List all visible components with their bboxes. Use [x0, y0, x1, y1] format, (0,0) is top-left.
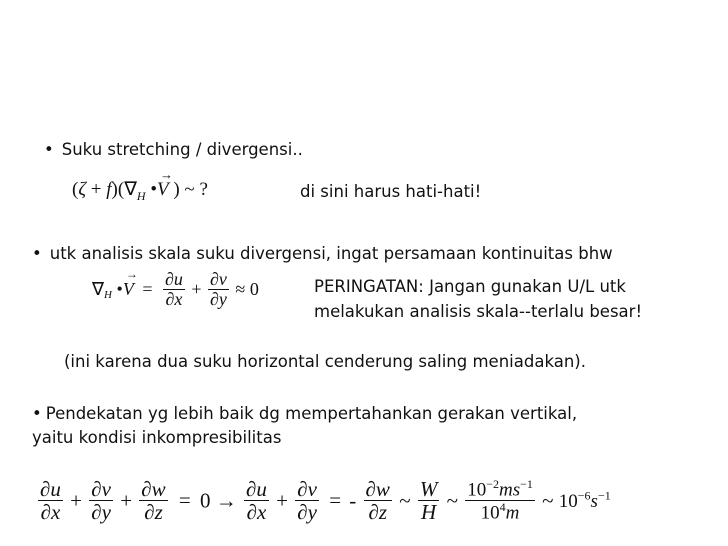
dot-operator: • — [150, 179, 157, 200]
approx-sign: ≈ — [235, 278, 246, 299]
coriolis-f: f — [106, 179, 112, 200]
plus-sign: + — [191, 278, 202, 299]
tilde-symbol: ~ — [446, 488, 458, 513]
cancellation-note: (ini karena dua suku horizontal cenderung saling meniadakan). — [64, 352, 586, 371]
nabla-symbol: ∇ — [124, 179, 137, 200]
bullet-marker: • — [44, 140, 54, 159]
stretching-heading: Suku stretching / divergensi.. — [61, 140, 303, 159]
equals-sign: = — [329, 488, 342, 513]
warning-line-2: melakukan analisis skala--terlalu besar! — [314, 302, 643, 321]
fraction-dv-dy-2: $\frac{\partial v}{\partial y}$ — [297, 477, 317, 525]
fraction-dw-dz: $\frac{\partial w}{\partial z}$ — [141, 477, 166, 525]
fraction-dw-dz-2: $\frac{\partial w}{\partial z}$ — [365, 477, 390, 525]
tilde-symbol: ~ — [542, 488, 554, 513]
vector-v: → V — [156, 167, 173, 200]
subscript-h: H — [136, 188, 146, 203]
bullet-marker: • — [32, 244, 42, 263]
plus-sign: + — [276, 488, 288, 513]
zero-value: 0 — [249, 278, 259, 299]
arrow-right-icon: → — [215, 488, 237, 513]
bullet-line-continuity — [32, 244, 613, 263]
plus-sign: + — [120, 488, 133, 513]
approach-text: Pendekatan yg lebih baik dg mempertahankan gerakan vertikal, — [45, 404, 578, 423]
bullet-marker: • — [32, 404, 42, 423]
tilde-symbol: ~ — [184, 179, 195, 200]
bullet-line-stretching — [44, 140, 303, 159]
formula-horizontal-divergence — [92, 266, 259, 309]
equals-sign: = — [178, 488, 191, 513]
note-careful: di sini harus hati-hati! — [300, 182, 482, 201]
paren-close: ) — [173, 179, 180, 200]
result-value: $10^{-6}s^{-1}$ — [558, 488, 611, 512]
zeta-symbol: ζ — [78, 179, 87, 200]
minus-sign: - — [349, 488, 357, 513]
question-mark: ? — [199, 179, 208, 200]
tilde-symbol: ~ — [399, 488, 411, 513]
bullet-line-incompressible — [32, 404, 577, 423]
fraction-w-h: $\frac{W}{H}$ — [419, 477, 438, 525]
warning-line-1: PERINGATAN: Jangan gunakan U/L utk — [314, 277, 626, 296]
plus-sign: + — [90, 179, 102, 200]
fraction-dv-dy: $\frac{\partial v}{\partial y}$ — [91, 477, 111, 525]
continuity-text: utk analisis skala suku divergensi, ingat persamaan kontinuitas bhw — [49, 244, 613, 263]
fraction-scale-values: $\frac{10^{-2}ms^{-1}}{10^4m}$ — [467, 477, 533, 524]
formula-incompressibility — [36, 478, 611, 524]
equals-sign: = — [142, 278, 153, 299]
zero-value: 0 — [200, 488, 211, 513]
nabla-symbol: ∇ — [92, 278, 105, 299]
fraction-du-dx: $\frac{\partial u}{\partial x}$ — [164, 269, 183, 309]
fraction-du-dx: $\frac{\partial u}{\partial x}$ — [40, 477, 61, 525]
fraction-dv-dy: $\frac{\partial v}{\partial y}$ — [210, 269, 227, 309]
paren-open: ( — [72, 179, 79, 200]
vector-arrow-icon: → — [125, 266, 138, 281]
incompressibility-text: yaitu kondisi inkompresibilitas — [32, 428, 282, 447]
subscript-h: H — [104, 289, 112, 302]
formula-stretching-term — [72, 167, 208, 204]
vector-v: → V — [122, 266, 138, 299]
dot-operator: • — [116, 278, 123, 299]
fraction-du-dx-2: $\frac{\partial u}{\partial x}$ — [246, 477, 267, 525]
vector-arrow-icon: → — [159, 167, 173, 182]
plus-sign: + — [70, 488, 82, 513]
paren-mid: )( — [111, 179, 125, 200]
